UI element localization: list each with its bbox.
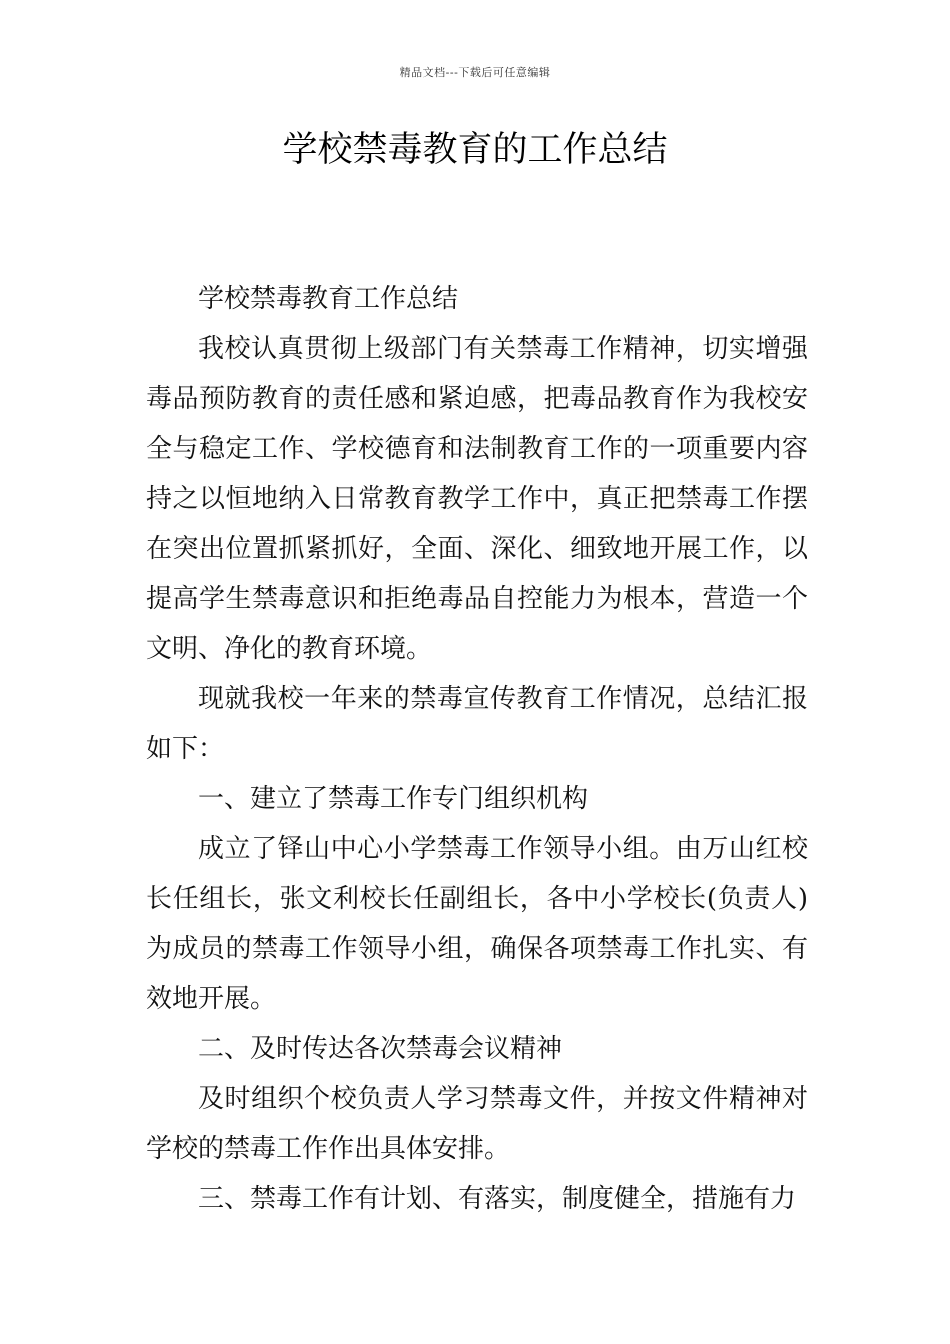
header-note: 精品文档---下载后可任意编辑 — [399, 66, 551, 79]
paragraph-section-1: 成立了铎山中心小学禁毒工作领导小组。由万山红校长任组长，张文利校长任副组长，各中小学校长(负责人)为成员的禁毒工作领导小组，确保各项禁毒工作扎实、有效地开展。 — [146, 834, 808, 1014]
section-heading-1: 一、建立了禁毒工作专门组织机构 — [198, 784, 589, 814]
paragraph-section-2: 及时组织个校负责人学习禁毒文件，并按文件精神对学校的禁毒工作作出具体安排。 — [146, 1084, 808, 1164]
document-body — [146, 274, 808, 1224]
section-heading-3: 三、禁毒工作有计划、有落实，制度健全，措施有力 — [198, 1184, 797, 1214]
section-heading-2: 二、及时传达各次禁毒会议精神 — [198, 1034, 563, 1064]
document-title: 学校禁毒教育的工作总结 — [282, 130, 668, 170]
paragraph-subtitle: 学校禁毒教育工作总结 — [198, 284, 459, 314]
paragraph-intro: 我校认真贯彻上级部门有关禁毒工作精神，切实增强毒品预防教育的责任感和紧迫感，把毒品教育作为我校安全与稳定工作、学校德育和法制教育工作的一项重要内容持之以恒地纳入日常教育教学工作中，真正把禁毒工作摆在突出位置抓紧抓好，全面、深化、细致地开展工作，以提高学生禁毒意识和拒绝毒品自控能力为根本，营造一个文明、净化的教育环境。 — [146, 334, 808, 664]
paragraph-report-lead: 现就我校一年来的禁毒宣传教育工作情况，总结汇报如下： — [146, 684, 808, 764]
